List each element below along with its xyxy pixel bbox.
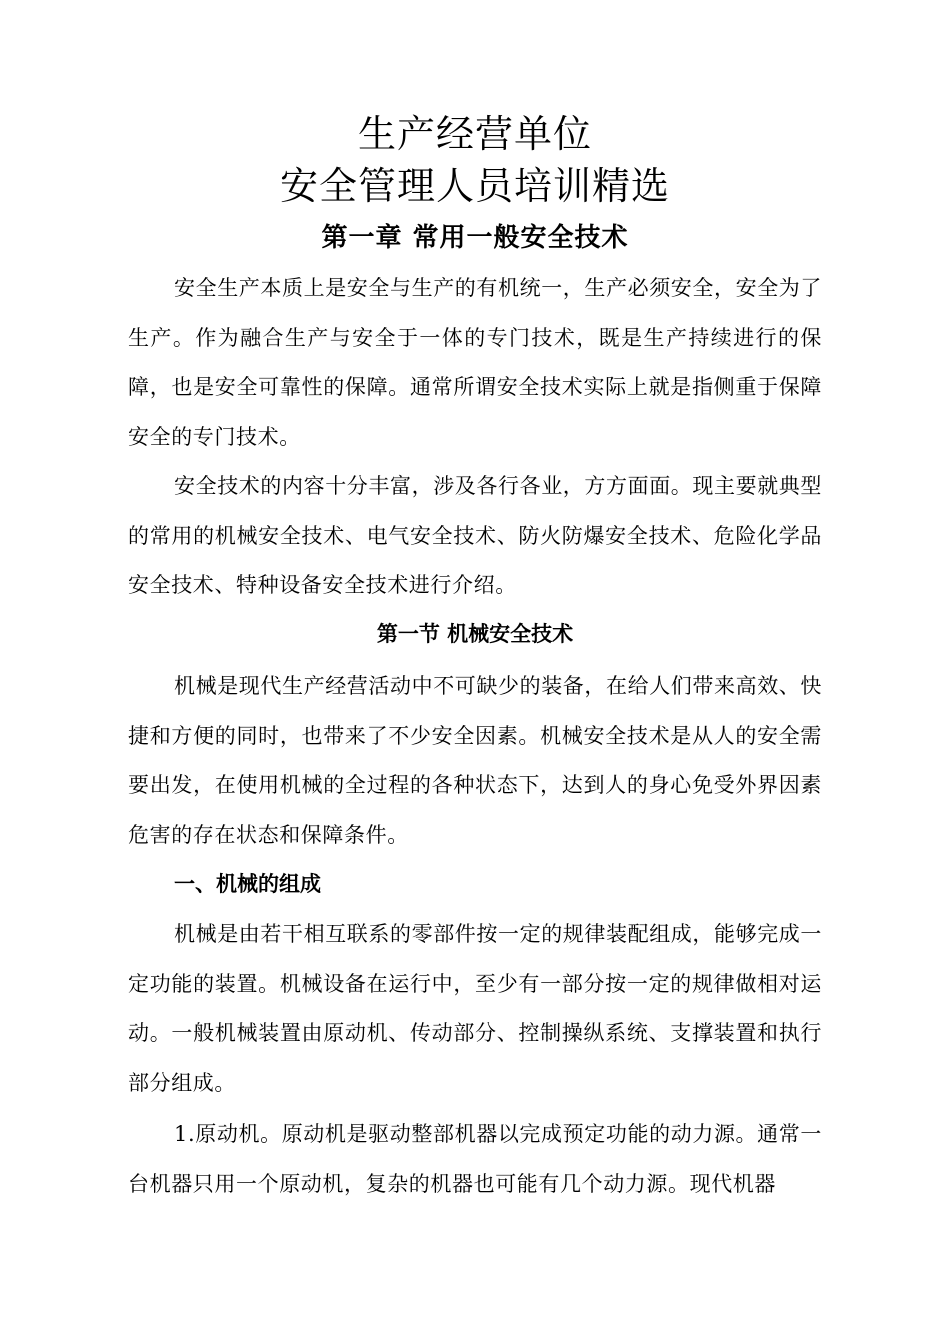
intro-paragraph-2: 安全技术的内容十分丰富，涉及各行各业，方方面面。现主要就典型的常用的机械安全技术、电气安全技术、防火防爆安全技术、危险化学品安全技术、特种设备安全技术进行介绍。 — [128, 474, 822, 597]
section-paragraph: 机械是现代生产经营活动中不可缺少的装备，在给人们带来高效、快捷和方便的同时，也带来了不少安全因素。机械安全技术是从人的安全需要出发，在使用机械的全过程的各种状态下，达到人的身心免受外界因素危害的存在状态和保障条件。 — [128, 674, 822, 847]
section-heading: 第一节 机械安全技术 — [376, 621, 574, 646]
chapter-heading: 第一章 常用一般安全技术 — [321, 223, 629, 253]
document-title-line-2: 安全管理人员培训精选 — [279, 164, 670, 208]
subsection-heading: 一、机械的组成 — [174, 871, 321, 896]
subsection-paragraph-1: 机械是由若干相互联系的零部件按一定的规律装配组成，能够完成一定功能的装置。机械设备在运行中，至少有一部分按一定的规律做相对运动。一般机械装置由原动机、传动部分、控制操纵系统、支撑装置和执行部分组成。 — [128, 922, 822, 1095]
subsection-paragraph-2: 1.原动机。原动机是驱动整部机器以完成预定功能的动力源。通常一台机器只用一个原动机，复杂的机器也可能有几个动力源。现代机器 — [128, 1122, 822, 1196]
intro-paragraph-1: 安全生产本质上是安全与生产的有机统一，生产必须安全，安全为了生产。作为融合生产与安全于一体的专门技术，既是生产持续进行的保障，也是安全可靠性的保障。通常所谓安全技术实际上就是指侧重于保障安全的专门技术。 — [128, 276, 822, 449]
document-title-line-1: 生产经营单位 — [357, 112, 592, 156]
